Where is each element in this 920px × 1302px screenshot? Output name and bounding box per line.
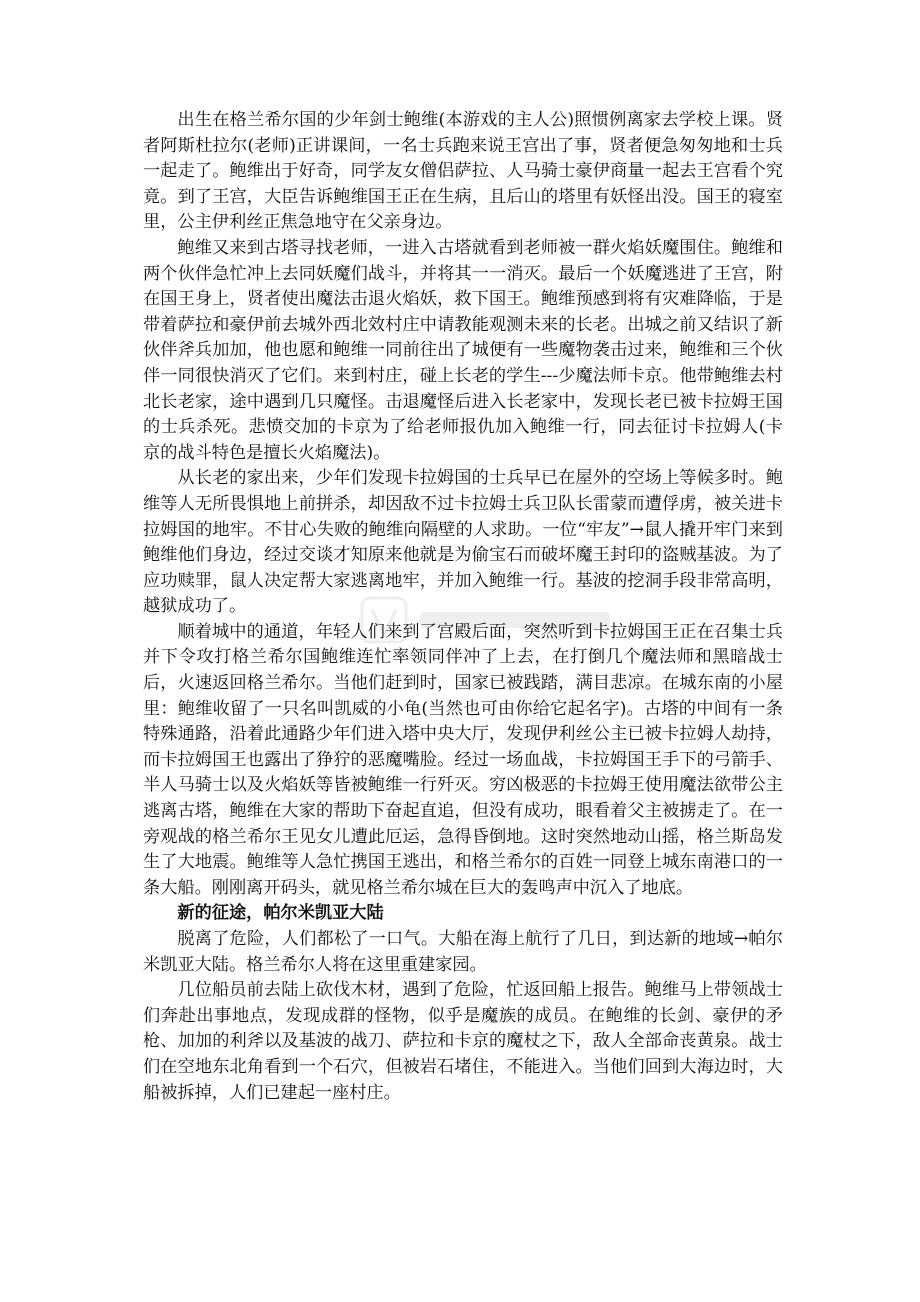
document-body	[143, 108, 783, 1106]
paragraph-5: 脱离了危险，人们都松了一口气。大船在海上航行了几日，到达新的地域→帕尔米凯亚大陆。格兰希尔人将在这里重建家园。	[143, 929, 783, 975]
paragraph-4: 顺着城中的通道，年轻人们来到了宫殿后面，突然听到卡拉姆国王正在召集士兵并下令攻打格兰希尔国鲍维连忙率领同伴冲了上去，在打倒几个魔法师和黑暗战士后，火速返回格兰希尔。当他们赶到时，国家已被践踏，满目悲凉。在城东南的小屋里：鲍维收留了一只名叫凯威的小龟(当然也可由你给它起名字)。古塔的中间有一条特殊通路，沿着此通路少年们进入塔中央大厅，发现伊利丝公主已被卡拉姆人劫持，而卡拉姆国王也露出了狰狞的恶魔嘴脸。经过一场血战，卡拉姆国王手下的弓箭手、半人马骑士以及火焰妖等皆被鲍维一行歼灭。穷凶极恶的卡拉姆王使用魔法欲带公主逃离古塔，鲍维在大家的帮助下奋起直追，但没有成功，眼看着父主被掳走了。在一旁观战的格兰希尔王见女儿遭此厄运，急得昏倒地。这时突然地动山摇，格兰斯岛发生了大地震。鲍维等人急忙携国王逃出，和格兰希尔的百姓一同登上城东南港口的一条大船。刚刚离开码头，就见格兰希尔城在巨大的轰鸣声中沉入了地底。	[143, 621, 783, 898]
section-heading: 新的征途，帕尔米凯亚大陆	[177, 903, 384, 924]
paragraph-6: 几位船员前去陆上砍伐木材，遇到了危险，忙返回船上报告。鲍维马上带领战士们奔赴出事地点，发现成群的怪物，似乎是魔族的成员。在鲍维的长剑、豪伊的矛枪、加加的利斧以及基波的战刀、萨拉和卡京的魔杖之下，敌人全部命丧黄泉。战士们在空地东北角看到一个石穴，但被岩石堵住，不能进入。当他们回到大海边时，大船被拆掉，人们已建起一座村庄。	[143, 980, 783, 1103]
paragraph-3: 从长老的家出来，少年们发现卡拉姆国的士兵早已在屋外的空场上等候多时。鲍维等人无所畏惧地上前拼杀，却因敌不过卡拉姆士兵卫队长雷蒙而遭俘虏，被关进卡拉姆国的地牢。不甘心失败的鲍维向隔壁的人求助。一位“牢友”→鼠人撬开牢门来到鲍维他们身边，经过交谈才知原来他就是为偷宝石而破坏魔王封印的盗贼基波。为了应功赎罪，鼠人决定帮大家逃离地牢，并加入鲍维一行。基波的挖洞手段非常高明，越狱成功了。	[143, 468, 783, 617]
paragraph-1: 出生在格兰希尔国的少年剑士鲍维(本游戏的主人公)照惯例离家去学校上课。贤者阿斯杜拉尔(老师)正讲课间，一名士兵跑来说王宫出了事，贤者便急匆匆地和士兵一起走了。鲍维出于好奇，同学友女僧侣萨拉、人马骑士豪伊商量一起去王宫看个究竟。到了王宫，大臣告诉鲍维国王正在生病，且后山的塔里有妖怪出没。国王的寝室里，公主伊利丝正焦急地守在父亲身边。	[143, 110, 783, 233]
paragraph-2: 鲍维又来到古塔寻找老师，一进入古塔就看到老师被一群火焰妖魔围住。鲍维和两个伙伴急忙冲上去同妖魔们战斗，并将其一一消灭。最后一个妖魔逃进了王宫，附在国王身上，贤者使出魔法击退火焰妖，救下国王。鲍维预感到将有灾难降临，于是带着萨拉和豪伊前去城外西北效村庄中请教能观测未来的长老。出城之前又结识了新伙伴斧兵加加，他也愿和鲍维一同前往出了城便有一些魔物袭击过来，鲍维和三个伙伴一同很快消灭了它们。来到村庄，碰上长老的学生---少魔法师卡京。他带鲍维去村北长老家，途中遇到几只魔怪。击退魔怪后进入长老家中，发现长老已被卡拉姆王国的士兵杀死。悲愤交加的卡京为了给老师报仇加入鲍维一行，同去征讨卡拉姆人(卡京的战斗特色是擅长火焰魔法)。	[143, 237, 783, 463]
